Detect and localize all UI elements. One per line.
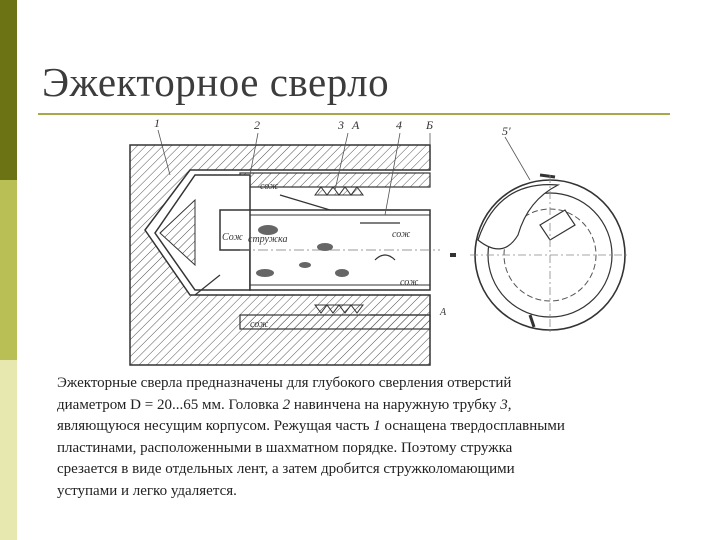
label-coolant-top: сож <box>260 181 279 192</box>
label-coolant-right-bottom: сож <box>400 277 419 288</box>
callout-3: 3 <box>338 118 344 132</box>
callout-a: А <box>352 118 360 132</box>
text-line-6: уступами и легко удаляется. <box>57 482 237 499</box>
text-line-3: являющуюся несущим корпусом. Режущая часть 1 оснащена твердосплавными <box>57 418 565 435</box>
callout-b: Б <box>426 118 434 132</box>
label-coolant-right-top: сож <box>392 229 411 240</box>
callout-5: 5' <box>502 124 511 138</box>
side-accent-bar-middle <box>0 180 17 360</box>
callout-4: 4 <box>396 118 402 132</box>
label-coolant-bottom: сож <box>250 319 269 330</box>
callouts <box>154 116 511 138</box>
slide-title: Эжекторное сверло <box>42 59 390 105</box>
cross-section-view <box>450 175 630 335</box>
text-line-5: срезается в виде отдельных лент, а затем дробится стружколомающими <box>57 461 515 478</box>
text-line-4: пластинами, расположенными в шахматном порядке. Поэтому стружка <box>57 439 513 456</box>
text-line-2: диаметром D = 20...65 мм. Головка 2 навинчена на наружную трубку 3, <box>57 396 512 413</box>
label-chips: стружка <box>248 234 288 245</box>
description-text <box>57 373 669 503</box>
text-line-1: Эжекторные сверла предназначены для глубокого сверления отверстий <box>57 375 512 391</box>
side-accent-bar-top <box>0 0 17 180</box>
label-section-a: А <box>440 307 447 318</box>
callout-1: 1 <box>154 116 160 130</box>
side-accent-bar-bottom <box>0 360 17 540</box>
ejector-drill-diagram <box>100 115 700 367</box>
callout-2: 2 <box>254 118 260 132</box>
label-coolant-left: Сож <box>222 232 243 243</box>
